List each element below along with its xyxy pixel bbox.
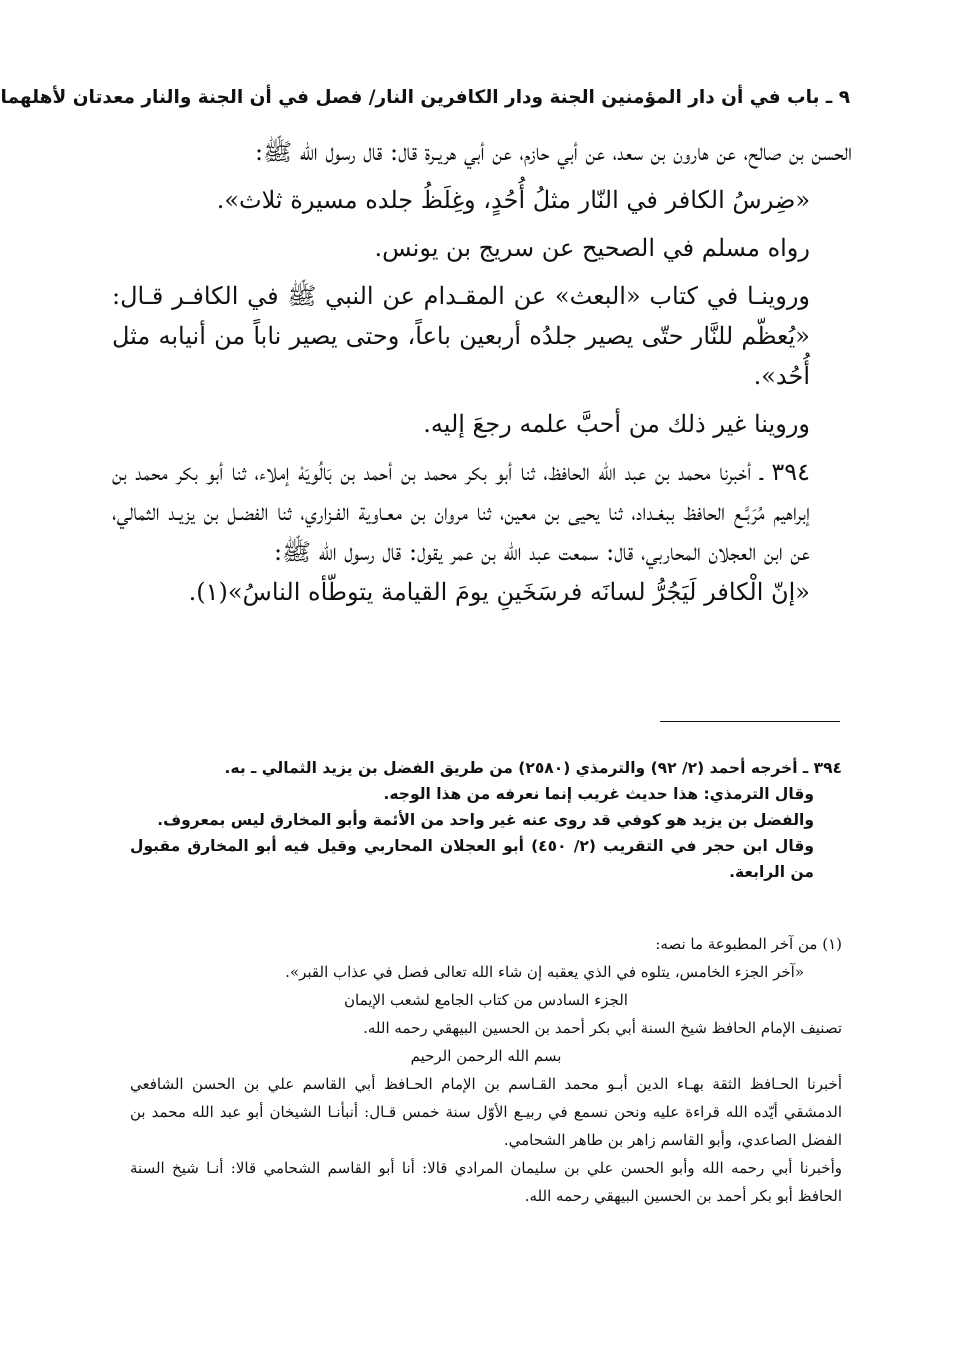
footnote-1 bbox=[130, 930, 842, 1210]
footnote-line: وأخبرنا أبي رحمه الله وأبو الحسن علي بن سليمان المرادي قالا: أنا أبو القاسم الشحامي قالا: أنـا شيخ السنة الحافظ أبو بكر أحمد بن الحسين البيهقي رحمه الله. bbox=[130, 1159, 842, 1205]
footnote-line: الجزء السادس من كتاب الجامع لشعب الإيمان bbox=[344, 991, 628, 1009]
footnote-separator bbox=[660, 721, 840, 722]
footnote-line: ٣٩٤ ـ أخرجه أحمد (٢/ ٩٢) والترمذي (٢٥٨٠) من طريق الفضل بن يزيد الثمالي ـ به. bbox=[224, 759, 842, 777]
hadith-quote: «إنّ الْكافر لَيَجُرُّ لسانَه فرسَخَينِ يومَ القيامة يتوطّأه الناسُ»(١). bbox=[188, 578, 810, 606]
paragraph: رواه مسلم في الصحيح عن سريج بن يونس. bbox=[374, 234, 810, 262]
paragraph: وروينا غير ذلك من أحبَّ علمه رجعَ إليه. bbox=[423, 410, 810, 438]
running-header bbox=[0, 80, 850, 114]
footnote-line: «آخر الجزء الخامس، يتلوه في الذي يعقبه إن شاء الله تعالى فصل في عذاب القبر». bbox=[285, 963, 804, 981]
footnote-line: وقال ابن حجر في التقريب (٢/ ٤٥٠) أبو العجلان المحاربي وقيل فيه أبو المخارق مقبول من الرابعة. bbox=[130, 837, 814, 881]
main-text bbox=[112, 132, 852, 612]
footnote-line: (١) من آخر المطبوعة ما نصه: bbox=[655, 935, 842, 953]
footnote-line: وقال الترمذي: هذا حديث غريب إنما نعرفه من هذا الوجه. bbox=[383, 785, 814, 803]
paragraph: وروينـا في كتاب «البعث» عن المقـدام عن النبي ﷺ في الكافـر قـال: «يُعظّم للنَّار حتّى يصير جلدُه أربعين باعاً، وحتى يصير ناباً من أنيابه مثل أُحُد». bbox=[112, 282, 810, 390]
chapter-title: ٩ ـ باب في أن دار المؤمنين الجنة ودار الكافرين النار/ فصل في أن الجنة والنار معدتان لأهلهما bbox=[0, 86, 850, 108]
footnote-line: والفضل بن يزيد هو كوفي قد روى عنه غير واحد من الأئمة وأبو المخارق ليس بمعروف. bbox=[157, 811, 814, 829]
paragraph: الحسن بن صالح، عن هارون بن سعد، عن أبي حازم، عن أبي هريـرة قال: قال رسول الله ﷺ: bbox=[255, 138, 852, 166]
footnote-takhrij bbox=[130, 755, 842, 885]
basmala-line: بسم الله الرحمن الرحيم bbox=[410, 1047, 562, 1065]
footnote-line: تصنيف الإمام الحافظ شيخ السنة أبي بكر أحمد بن الحسين البيهقي رحمه الله. bbox=[363, 1019, 842, 1037]
footnote-line: أخبرنا الحـافظ الثقة بهـاء الدين أبـو محمد القـاسم بن الإمام الحـافظ أبي القاسم علي بن الحسن الشافعي الدمشقي أيّده الله قراءة عليه ونحن نسمع في ربيـع الأوّل سنة خمس قـال: أنبأنـا الشيخان أبو عبد الله محمد بن الفضل الصاعدي، وأبو القاسم زاهر بن طاهر الشحامي. bbox=[130, 1075, 842, 1149]
hadith-quote: «ضِرسُ الكافر في النّار مثلُ أُحُدٍ، وغِلَظُ جلده مسيرة ثلاث». bbox=[216, 186, 810, 214]
hadith-chain: ٣٩٤ ـ أخبرنا محمد بن عبد الله الحافظ، ثنا أبو بكر محمد بن أحمد بن بَالُويَهْ إملاء، ثنا أبو بكر محمد بن إبراهيم مُرَبَّـع الحافظ ببغـداد، ثنا يحيى بن معين، ثنا مروان بن معـاوية الفـزاري، ثنا الفضـل بن يزيـد الثمالي، عن ابن العجلان المحاربي، قال: سمعت عبد الله بن عمر يقول: قال رسول الله ﷺ: bbox=[112, 458, 810, 566]
